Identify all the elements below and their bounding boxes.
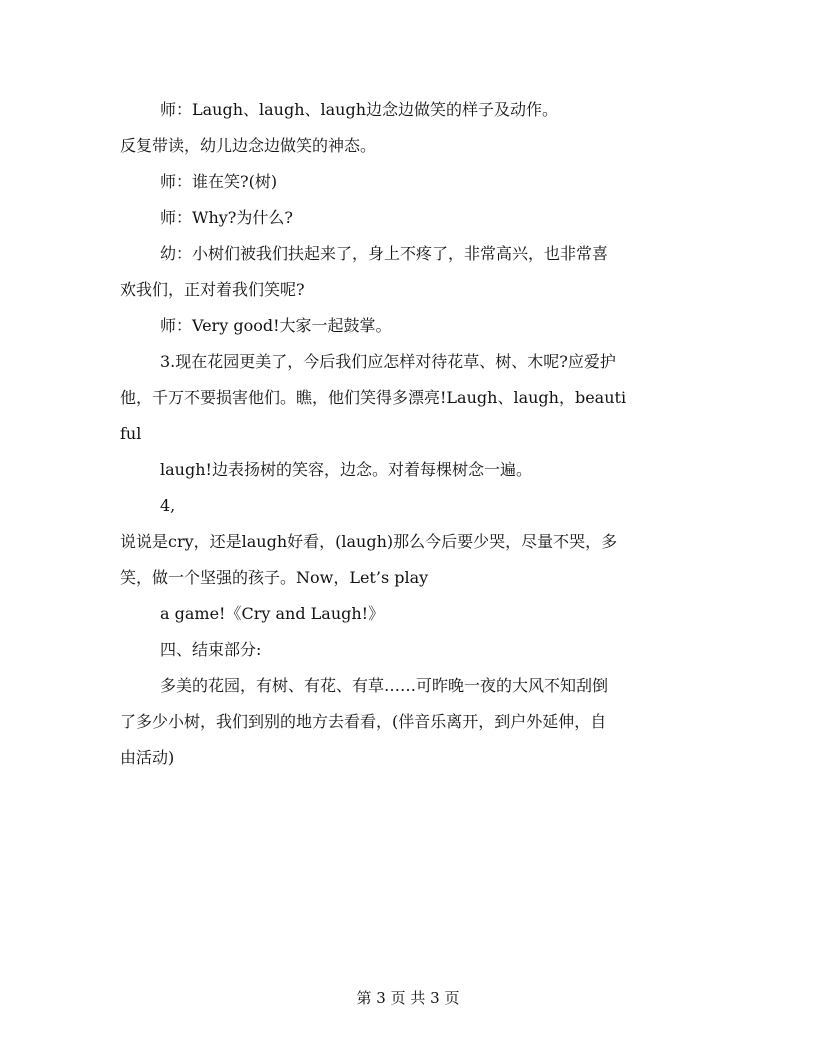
paragraph-line-13: 说说是cry，还是laugh好看，(laugh)那么今后要少哭，尽量不哭，多 (120, 532, 618, 551)
paragraph-line-14: 笑，做一个坚强的孩子。Now，Let’s play (120, 568, 429, 587)
paragraph-line-12: 4, (160, 496, 176, 515)
paragraph-line-11: laugh!边表扬树的笑容，边念。对着每棵树念一遍。 (160, 460, 532, 479)
paragraph-line-17: 多美的花园，有树、有花、有草……可昨晚一夜的大风不知刮倒 (160, 676, 609, 695)
page-number-footer: 第 3 页 共 3 页 (356, 989, 460, 1007)
paragraph-line-9: 他，千万不要损害他们。瞧，他们笑得多漂亮!Laugh、laugh，beauti (120, 388, 627, 407)
paragraph-line-15: a game!《Cry and Laugh!》 (160, 604, 385, 623)
paragraph-line-1: 师：Laugh、laugh、laugh边念边做笑的样子及动作。 (160, 100, 559, 119)
section-heading-closing: 四、结束部分: (160, 640, 262, 659)
paragraph-line-4: 师：Why?为什么? (160, 208, 293, 227)
paragraph-line-3: 师：谁在笑?(树) (160, 172, 278, 191)
paragraph-line-7: 师：Very good!大家一起鼓掌。 (160, 316, 392, 335)
paragraph-line-5: 幼：小树们被我们扶起来了，身上不疼了，非常高兴，也非常喜 (160, 244, 609, 263)
paragraph-line-18: 了多少小树，我们到别的地方去看看，(伴音乐离开，到户外延伸，自 (120, 712, 607, 731)
paragraph-line-8: 3.现在花园更美了，今后我们应怎样对待花草、树、木呢?应爱护 (160, 352, 616, 371)
paragraph-line-10: ful (120, 424, 142, 443)
paragraph-line-2: 反复带读，幼儿边念边做笑的神态。 (120, 136, 377, 155)
paragraph-line-19: 由活动) (120, 748, 175, 767)
paragraph-line-6: 欢我们，正对着我们笑呢? (120, 280, 305, 299)
